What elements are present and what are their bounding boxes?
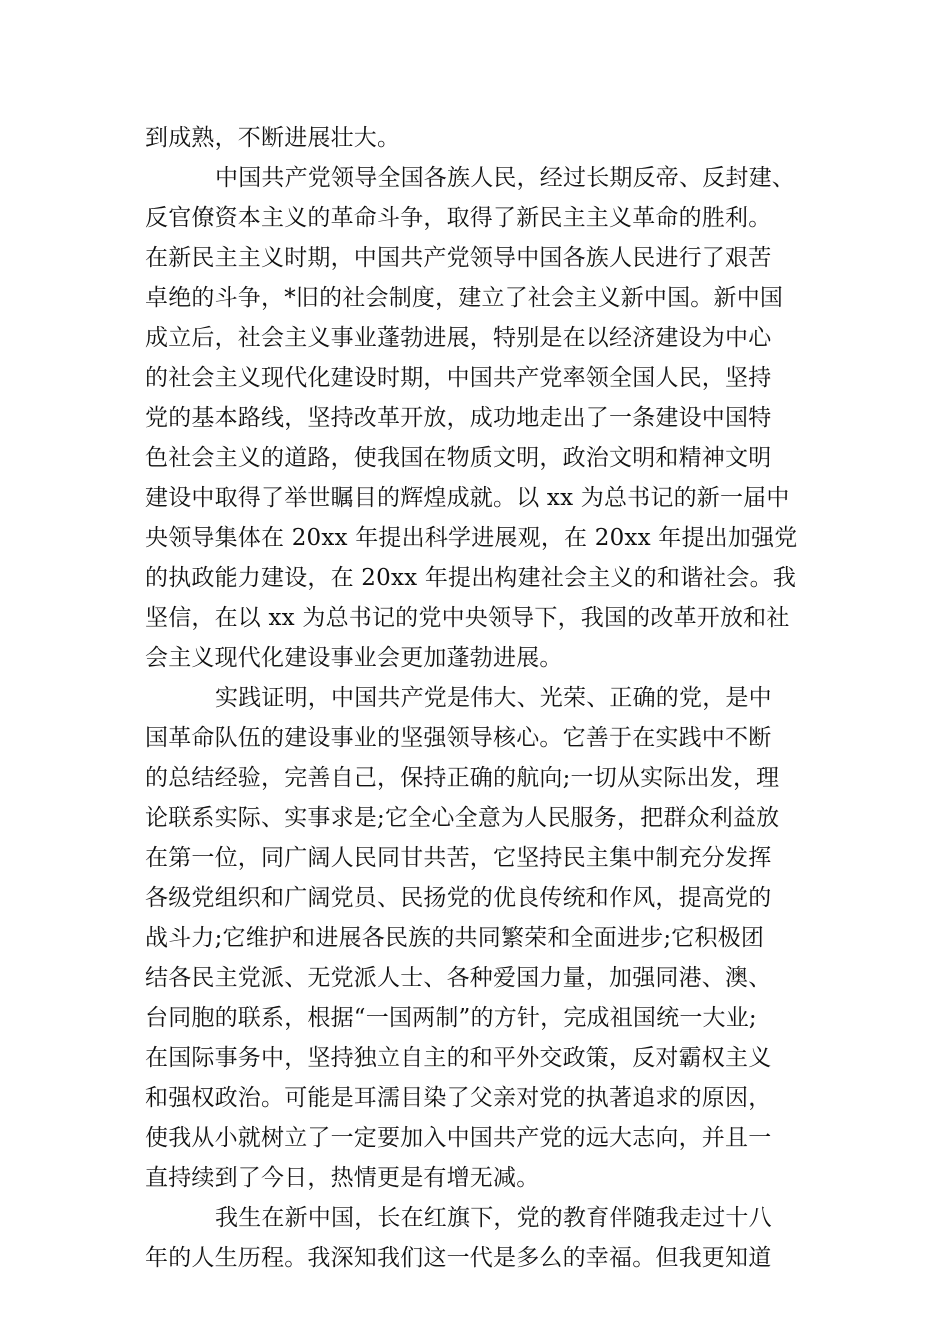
text-line: 年的人生历程。我深知我们这一代是多么的幸福。但我更知道 — [145, 1245, 772, 1271]
text-line: 党的基本路线，坚持改革开放，成功地走出了一条建设中国特 — [145, 405, 772, 431]
paragraph-first-line: 我生在新中国，长在红旗下，党的教育伴随我走过十八 — [215, 1205, 772, 1231]
text-line: 色社会主义的道路，使我国在物质文明，政治文明和精神文明 — [145, 445, 772, 471]
text-line: 在新民主主义时期，中国共产党领导中国各族人民进行了艰苦 — [145, 245, 772, 271]
text-line: 的总结经验，完善自己，保持正确的航向;一切从实际出发，理 — [145, 765, 780, 791]
text-line: 到成熟，不断进展壮大。 — [145, 125, 401, 151]
text-line: 战斗力;它维护和进展各民族的共同繁荣和全面进步;它积极团 — [145, 925, 765, 951]
text-line: 国革命队伍的建设事业的坚强领导核心。它善于在实践中不断 — [145, 725, 772, 751]
text-line: 的执政能力建设，在 20xx 年提出构建社会主义的和谐社会。我 — [145, 565, 797, 591]
text-line: 央领导集体在 20xx 年提出科学进展观，在 20xx 年提出加强党 — [145, 525, 798, 551]
text-line: 论联系实际、实事求是;它全心全意为人民服务，把群众利益放 — [145, 805, 780, 831]
text-line: 使我从小就树立了一定要加入中国共产党的远大志向，并且一 — [145, 1125, 772, 1151]
text-line: 和强权政治。可能是耳濡目染了父亲对党的执著追求的原因， — [145, 1085, 772, 1111]
paragraph-first-line: 实践证明，中国共产党是伟大、光荣、正确的党，是中 — [215, 685, 772, 711]
text-line: 建设中取得了举世瞩目的辉煌成就。以 xx 为总书记的新一届中 — [145, 485, 790, 511]
text-line: 成立后，社会主义事业蓬勃进展，特别是在以经济建设为中心 — [145, 325, 772, 351]
text-line: 反官僚资本主义的革命斗争，取得了新民主主义革命的胜利。 — [145, 205, 772, 231]
paragraph-first-line: 中国共产党领导全国各族人民，经过长期反帝、反封建、 — [215, 165, 795, 191]
text-line: 坚信，在以 xx 为总书记的党中央领导下，我国的改革开放和社 — [145, 605, 790, 631]
text-line: 卓绝的斗争，*旧的社会制度，建立了社会主义新中国。新中国 — [145, 285, 784, 311]
text-line: 各级党组织和广阔党员、民扬党的优良传统和作风，提高党的 — [145, 885, 772, 911]
text-line: 台同胞的联系，根据“一国两制”的方针，完成祖国统一大业; — [145, 1005, 757, 1031]
text-line: 会主义现代化建设事业会更加蓬勃进展。 — [145, 645, 563, 671]
text-line: 在国际事务中，坚持独立自主的和平外交政策，反对霸权主义 — [145, 1045, 772, 1071]
text-line: 直持续到了今日，热情更是有增无减。 — [145, 1165, 540, 1191]
text-line: 在第一位，同广阔人民同甘共苦，它坚持民主集中制充分发挥 — [145, 845, 772, 871]
text-line: 结各民主党派、无党派人士、各种爱国力量，加强同港、澳、 — [145, 965, 772, 991]
text-line: 的社会主义现代化建设时期，中国共产党率领全国人民，坚持 — [145, 365, 772, 391]
